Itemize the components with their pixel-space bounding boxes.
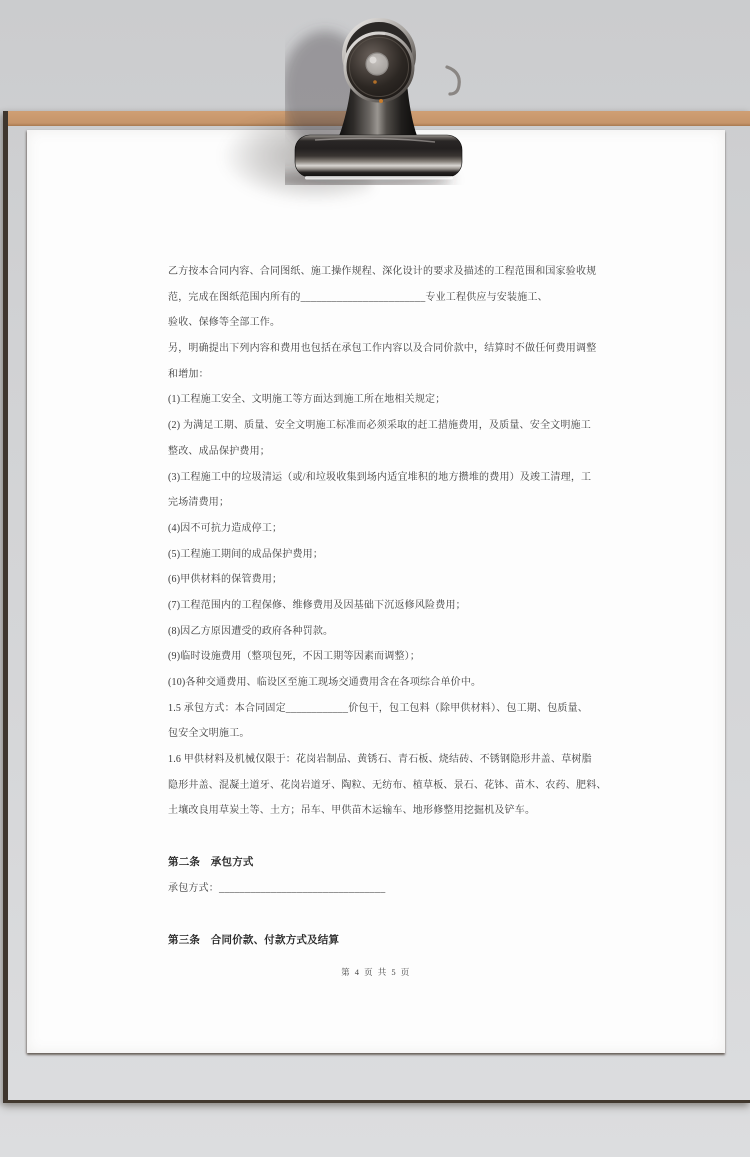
document-line: 验收、保修等全部工作。: [168, 317, 281, 329]
document-line: 完场清费用；: [168, 497, 230, 509]
clip-hole: [366, 53, 388, 75]
document-line: 另，明确提出下列内容和费用也包括在承包工作内容以及合同价款中，结算时不做任何费用调整: [168, 343, 597, 355]
document-line: 范，完成在图纸范围内所有的________________________专业工程供应与安装施工、: [168, 291, 548, 303]
document-line: (7)工程范围内的工程保修、维修费用及因基础下沉返修风险费用；: [168, 599, 466, 611]
document-line: 整改、成品保护费用；: [168, 445, 270, 457]
amber-glint-bottom: [379, 99, 383, 103]
document-line: 和增加：: [168, 368, 209, 380]
section-heading: 第三条 合同价款、付款方式及结算: [168, 934, 340, 946]
binder-clip: [285, 5, 475, 185]
document-line: (5)工程施工期间的成品保护费用；: [168, 548, 324, 560]
clip-lever: [447, 67, 459, 94]
document-body: [168, 259, 607, 953]
document-line: 1.6 甲供材料及机械仅限于：花岗岩制品、黄锈石、青石板、烧结砖、不锈钢隐形井盖、草树脂: [168, 754, 592, 766]
document-line: 包安全文明施工。: [168, 728, 250, 740]
document-line: (10)各种交通费用、临设区至施工现场交通费用含在各项综合单价中。: [168, 677, 482, 688]
page-number: 第 4 页 共 5 页: [341, 967, 411, 977]
document-line: 乙方按本合同内容、合同图纸、施工操作规程、深化设计的要求及描述的工程范围和国家验收规: [168, 266, 597, 277]
paper-reflection-highlight: [305, 176, 453, 180]
document-line: (4)因不可抗力造成停工；: [168, 522, 283, 534]
document-line: (9)临时设施费用（整项包死，不因工期等因素而调整）；: [168, 651, 421, 663]
clip-jaw-bar: [295, 135, 462, 177]
document-line: 土壤改良用草炭土等、土方；吊车、甲供苗木运输车、地形修整用挖掘机及铲车。: [168, 805, 536, 817]
document-line: 1.5 承包方式：本合同固定____________价包干，包工包料（除甲供材料）、包工期、包质量、: [168, 702, 588, 714]
amber-glint-top: [373, 80, 377, 84]
document-line: (1)工程施工安全、文明施工等方面达到施工所在地相关规定；: [168, 394, 446, 406]
document-line: (8)因乙方原因遭受的政府各种罚款。: [168, 625, 334, 637]
document-line: 隐形井盖、混凝土道牙、花岗岩道牙、陶粒、无纺布、植草板、景石、花钵、苗木、农药、肥料、: [168, 779, 607, 791]
document-line: 承包方式：________________________________: [168, 882, 386, 894]
hole-glint: [370, 57, 377, 64]
contract-page: [27, 130, 725, 1053]
document-line: (3)工程施工中的垃圾清运（或/和垃圾收集到场内适宜堆积的地方攒堆的费用）及竣工清理，工: [168, 471, 592, 483]
section-heading: 第二条 承包方式: [168, 857, 254, 869]
document-line: (6)甲供材料的保管费用；: [168, 574, 283, 586]
document-line: (2) 为满足工期、质量、安全文明施工标准而必须采取的赶工措施费用，及质量、安全文明施工: [168, 420, 591, 432]
